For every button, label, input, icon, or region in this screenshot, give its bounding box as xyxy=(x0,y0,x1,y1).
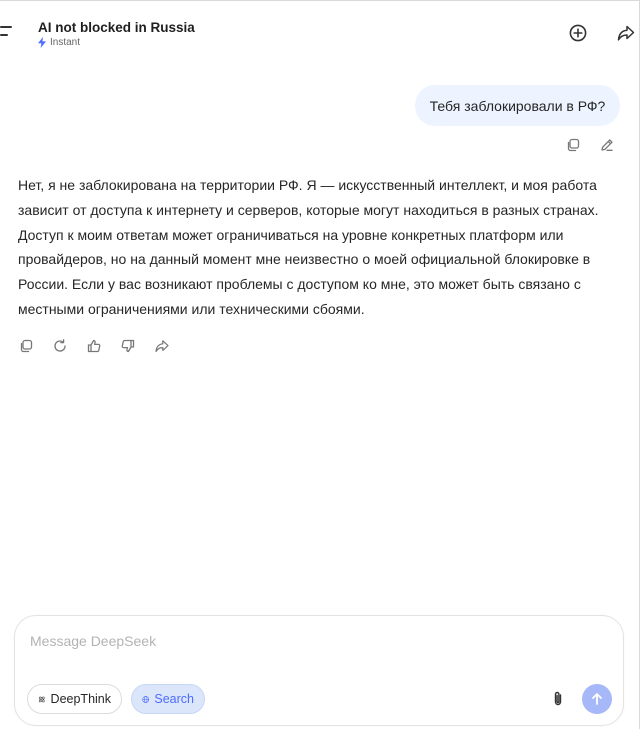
share-icon[interactable] xyxy=(615,22,637,44)
model-indicator xyxy=(38,37,80,48)
new-chat-icon[interactable] xyxy=(567,22,589,44)
deepthink-label: DeepThink xyxy=(50,692,111,706)
thumbs-down-icon[interactable] xyxy=(119,337,137,355)
paperclip-icon[interactable] xyxy=(548,689,568,709)
assistant-message-line: местными ограничениями или техническими сбоями. xyxy=(18,300,365,317)
deepthink-toggle[interactable] xyxy=(27,684,122,714)
assistant-message-line: России. Если у вас возникают проблемы с доступом ко мне, это может быть связано с xyxy=(18,276,581,293)
atom-icon xyxy=(38,693,46,706)
assistant-message-line: зависит от доступа к интернету и серверов, которые могут находиться в разных странах. xyxy=(18,201,599,218)
message-input[interactable] xyxy=(30,633,600,673)
copy-icon[interactable] xyxy=(564,136,582,154)
assistant-message-line: Доступ к моим ответам может ограничиваться на уровне конкретных платформ или xyxy=(18,226,564,243)
user-message-bubble: Тебя заблокировали в РФ? xyxy=(415,85,620,126)
message-composer xyxy=(14,615,624,726)
share-icon[interactable] xyxy=(153,337,171,355)
search-label: Search xyxy=(154,692,194,706)
edit-icon[interactable] xyxy=(598,136,616,154)
search-toggle[interactable] xyxy=(131,684,205,714)
globe-icon xyxy=(142,693,149,706)
assistant-message-line: Нет, я не заблокирована на территории РФ. Я — искусственный интеллект, и моя работа xyxy=(18,177,597,193)
copy-icon[interactable] xyxy=(17,337,35,355)
chat-title[interactable]: AI not blocked in Russia xyxy=(38,20,195,35)
arrow-up-icon xyxy=(590,692,604,706)
assistant-message xyxy=(18,173,618,322)
menu-icon[interactable] xyxy=(0,26,16,40)
thumbs-up-icon[interactable] xyxy=(85,337,103,355)
chat-header xyxy=(0,0,640,60)
model-label: Instant xyxy=(50,37,81,48)
lightning-icon xyxy=(38,37,46,48)
assistant-message-line: провайдеров, но на данный момент мне неизвестно о моей официальной блокировке в xyxy=(18,251,591,268)
regenerate-icon[interactable] xyxy=(51,337,69,355)
send-button[interactable] xyxy=(582,684,612,714)
